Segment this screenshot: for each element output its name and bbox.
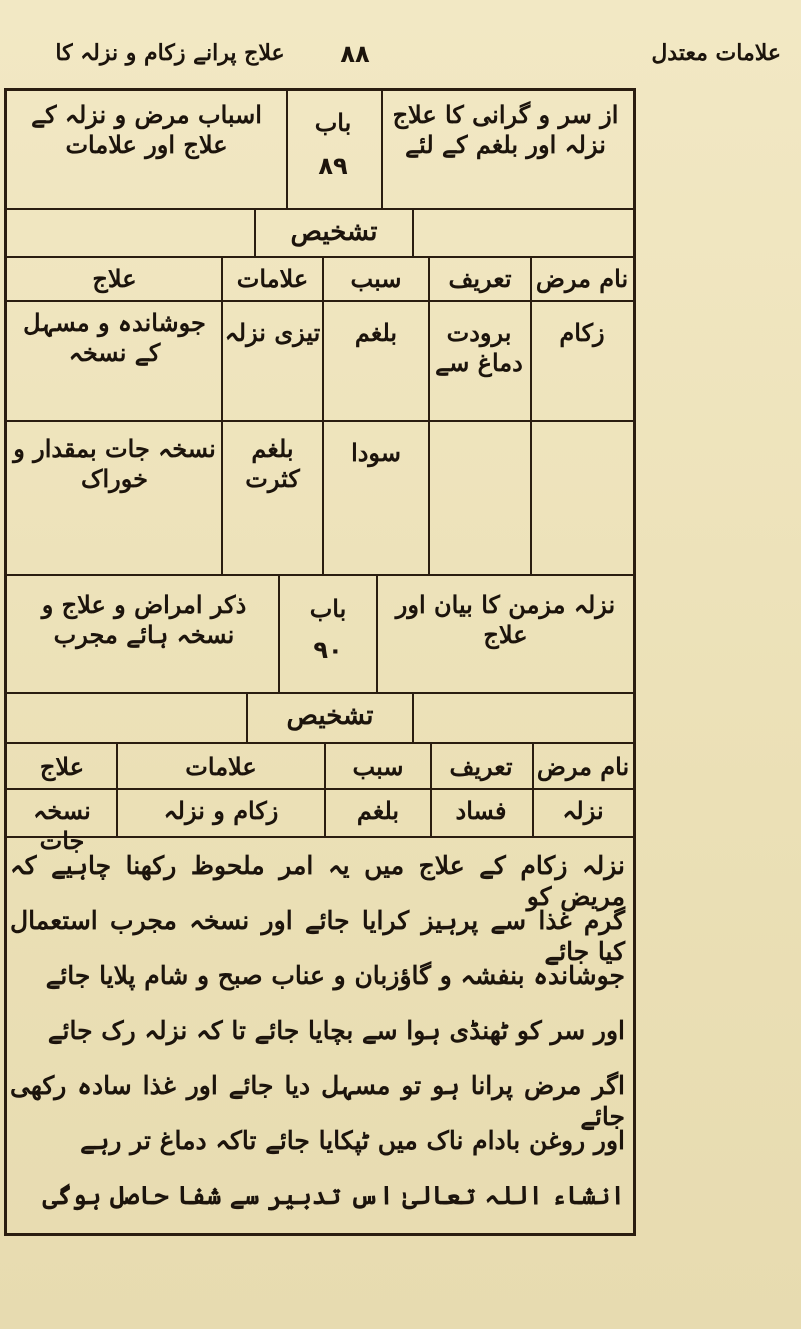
section2-number: ۹۰ xyxy=(313,636,343,664)
body-line-5: اگر مرض پرانا ہو تو مسہل دیا جائے اور غذا سادہ رکھی جائے xyxy=(10,1071,625,1132)
t1-r2-symptoms: بلغم کثرت xyxy=(245,434,300,493)
section2-left-text: ذکر امراض و علاج و نسخہ ہائے مجرب xyxy=(41,590,247,649)
section2-bab: باب xyxy=(309,594,347,623)
t1-r2-cause: سودا xyxy=(351,438,401,467)
t2-r1-treatment: نسخہ جات xyxy=(33,796,91,855)
t1-header-definition: تعریف xyxy=(448,264,512,293)
t2-header-definition: تعریف xyxy=(449,752,513,781)
tashkhees-row-2 xyxy=(4,692,636,744)
section1-header xyxy=(4,88,636,210)
body-line-6: اور روغن بادام ناک میں ٹپکایا جائے تاکہ دماغ تر رہے xyxy=(80,1126,625,1155)
section2-right-text: نزلہ مزمن کا بیان اور علاج xyxy=(395,590,616,649)
t2-header-symptoms: علامات xyxy=(185,752,257,781)
t1-r2-treatment: نسخہ جات بمقدار و خوراک xyxy=(13,434,216,493)
page-number: ۸۸ xyxy=(340,40,370,68)
body-line-7: انشاء اللہ تعالیٰ اس تدبیر سے شفا حاصل ہوگی xyxy=(42,1181,625,1210)
body-line-1: نزلہ زکام کے علاج میں یہ امر ملحوظ رکھنا چاہیے کہ مریض کو xyxy=(10,851,625,912)
section1-right-text: از سر و گرانی کا علاج نزلہ اور بلغم کے لئے xyxy=(392,100,619,159)
t2-header-treatment: علاج xyxy=(39,752,85,781)
tashkhees-label-1: تشخیص xyxy=(290,217,378,247)
t1-header-disease: نام مرض xyxy=(535,264,629,293)
t2-r1-cause: بلغم xyxy=(356,796,400,825)
t2-r1-disease: نزلہ xyxy=(562,796,604,825)
body-line-3: جوشاندہ بنفشہ و گاؤزبان و عناب صبح و شام پلایا جائے xyxy=(45,961,625,990)
header-right: علامات معتدل xyxy=(651,40,781,66)
tashkhees-label-2: تشخیص xyxy=(286,701,374,731)
t1-header-treatment: علاج xyxy=(92,264,137,293)
section1-bab: باب xyxy=(314,108,352,137)
body-line-4: اور سر کو ٹھنڈی ہوا سے بچایا جائے تا کہ نزلہ رک جائے xyxy=(47,1016,625,1045)
section1-left-text: اسباب مرض و نزلہ کے علاج اور علامات xyxy=(31,100,262,159)
t2-r1-definition: فساد xyxy=(455,796,507,825)
t1-header-symptoms: علامات xyxy=(236,264,309,293)
t2-r1-symptoms: زکام و نزلہ xyxy=(163,796,279,825)
table-1 xyxy=(4,256,636,576)
t1-r1-treatment: جوشاندہ و مسہل کے نسخہ xyxy=(23,308,206,367)
body-line-2: گرم غذا سے پرہیز کرایا جائے اور نسخہ مجرب استعمال کیا جائے xyxy=(10,906,625,967)
section1-number: ۸۹ xyxy=(318,152,348,180)
header-left: علاج پرانے زکام و نزلہ کا xyxy=(55,40,285,66)
t2-header-disease: نام مرض xyxy=(536,752,630,781)
t1-r1-definition: برودت دماغ سے xyxy=(435,318,523,377)
t2-header-cause: سبب xyxy=(352,752,404,781)
section2-header xyxy=(4,574,636,694)
t1-r1-disease: زکام xyxy=(559,318,605,347)
t1-header-cause: سبب xyxy=(350,264,402,293)
tashkhees-row-1 xyxy=(4,208,636,258)
table-2 xyxy=(4,742,636,855)
t1-r1-cause: بلغم xyxy=(354,318,398,347)
t1-r1-symptoms: تیزی نزلہ xyxy=(224,318,321,347)
